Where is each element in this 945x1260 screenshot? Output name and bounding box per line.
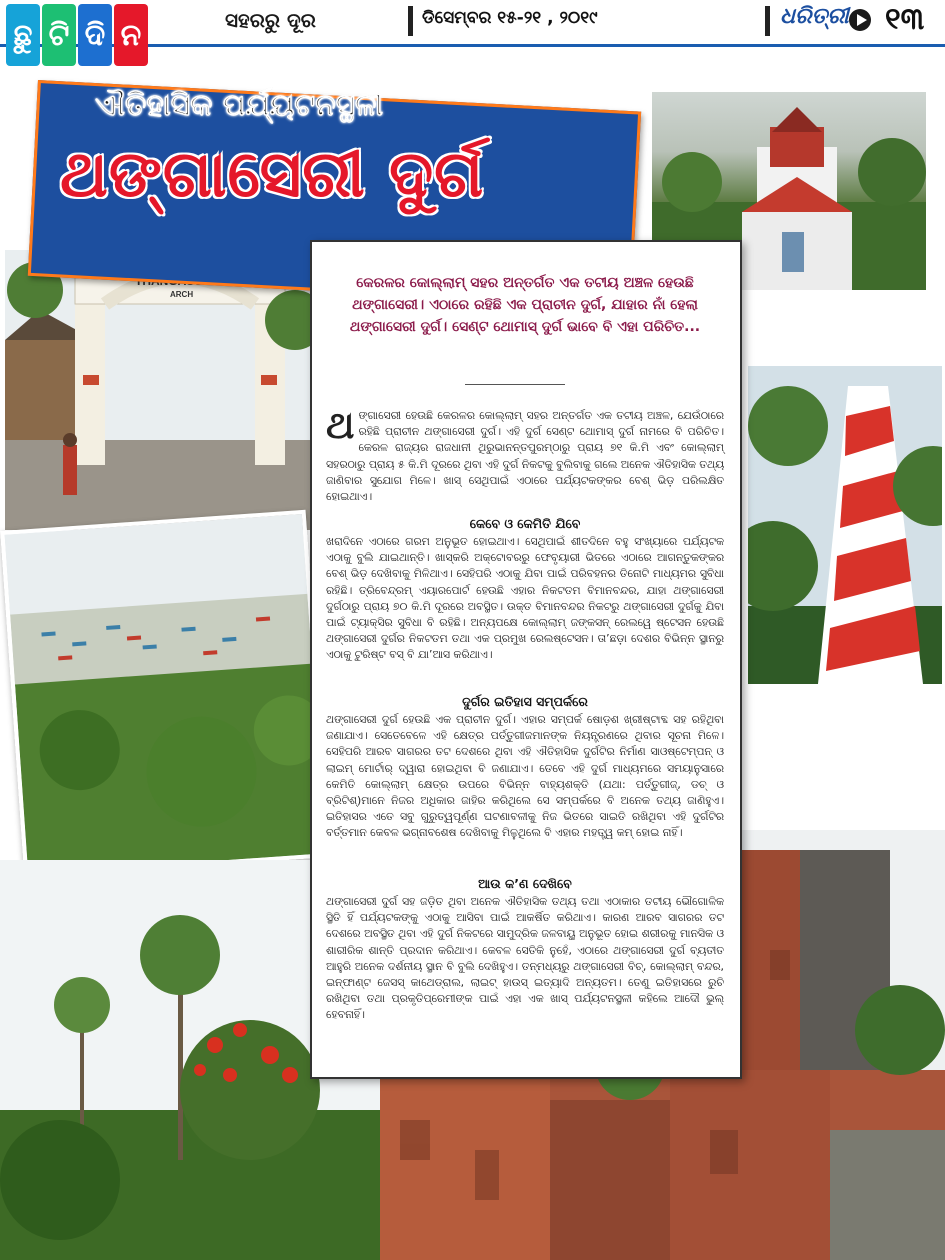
lighthouse-photo [748, 366, 942, 684]
subhead-history: ଦୁର୍ଗର ଇତିହାସ ସମ୍ପର୍କରେ [462, 694, 588, 709]
subhead-how-to-go: କେବେ ଓ କେମିତି ଯିବେ [469, 516, 581, 531]
paragraph-1-text: ଙ୍ଗାସେରୀ ହେଉଛି କେରଳର କୋଲ୍ଲାମ୍ ସହର ଅନ୍ତର୍ଗତ ଏକ ତଟୀୟ ଅଞ୍ଚଳ, ଯେଉଁଠାରେ ରହିଛି ପ୍ରାଚୀନ ଥଙ୍ଗାସେରୀ ଦୁର୍ଗ। ଏହି ଦୁର୍ଗ ସେଣ୍ଟ ଥୋମାସ୍ ଦୁର୍ଗ ନାମରେ ବି ପରିଚିତ। କେରଳ ରାଜ୍ୟର ରାଜଧାନୀ ଥିରୁଭାନନ୍ତପୁରମ୍‌ଠାରୁ ପ୍ରାୟ ୭୧ କି.ମି ଏବଂ କୋଲ୍ଲାମ୍ ସହରଠାରୁ ପ୍ରାୟ ୫ କି.ମି ଦୂରରେ ଥିବା ଏହି ଦୁର୍ଗ ନିକଟକୁ ବୁଲିବାକୁ ଗଲେ ଅନେକ ଐତିହାସିକ ତଥ୍ୟ ଜାଣିବାର ସୁଯୋଗ ମିଳେ। ଖାସ୍ ସେଥିପାଇଁ ଏଠାରେ ପର୍ଯ୍ୟଟକଙ୍କର ବେଶ୍ ଭିଡ଼ ପରିଲକ୍ଷିତ ହୋଇଥାଏ। [326, 409, 724, 504]
header-divider [765, 6, 770, 36]
page-number: ୧୩ [885, 2, 925, 37]
logo-letter-1: ଛୁ [6, 4, 40, 66]
banner-subtitle: ଐତିହାସିକ ପର୍ଯ୍ୟଟନସ୍ଥଳୀ [95, 88, 384, 123]
issue-date: ଡିସେମ୍ବର ୧୫-୨୧ , ୨୦୧୯ [422, 8, 598, 28]
section-name: ସହରରୁ ଦୂର [225, 8, 316, 32]
brand-name: ଧରିତ୍ରୀ [780, 4, 849, 29]
harbor-illustration [5, 514, 326, 874]
lighthouse-illustration [748, 366, 942, 684]
arch-photo [5, 250, 310, 530]
subhead-what-to-see: ଆଉ କ’ଣ ଦେଖିବେ [478, 876, 572, 891]
page-title: ଥଙ୍ଗାସେରୀ ଦୁର୍ଗ [60, 138, 485, 212]
intro-divider [465, 384, 565, 385]
logo-letter-3: ଦି [78, 4, 112, 66]
article-paragraph-3: ଥଙ୍ଗାସେରୀ ଦୁର୍ଗ ହେଉଛି ଏକ ପ୍ରାଚୀନ ଦୁର୍ଗ। ଏହାର ସମ୍ପର୍କ ଷୋଡ଼ଶ ଖ୍ରୀଷ୍ଟାବ୍ଦ ସହ ରହିଥିବା ଜଣାଯାଏ। ସେତେବେଳେ ଏହି କ୍ଷେତ୍ର ପର୍ତ୍ତୁଗୀଜମାନଙ୍କ ନିୟନ୍ତ୍ରଣରେ ଥିବାର ସୂଚନା ମିଳେ। ସେହିପରି ଆରବ ସାଗରର ତଟ ଦେଶରେ ଥିବା ଏହି ଐତିହାସିକ ଦୁର୍ଗଟିର ନିର୍ମାଣ ସାଓଷ୍ଟେମ୍ପନ୍ ଓ ଲାଇମ୍ ମୋର୍ଟାର୍ ଦ୍ୱାରା ହୋଇଥିବା ବି ଜଣାଯାଏ। ତେବେ ଏହି ଦୁର୍ଗ ମାଧ୍ୟମରେ ସମୟାନୁସାରେ କେମିତି କୋଲ୍ଲାମ୍ କ୍ଷେତ୍ର ଉପରେ ବିଭିନ୍ନ ବାହ୍ୟଶକ୍ତି (ଯଥା: ପର୍ତ୍ତୁଗୀଜ୍, ଡଚ୍ ଓ ବ୍ରିଟିଶ୍)ମାନେ ନିଜର ଅଧିକାର ଜାହିର କରିଥିଲେ ସେ ସମ୍ପର୍କରେ ବି ଅନେକ ତଥ୍ୟ ଜାଣିହୁଏ। ଇତିହାସର ଏତେ ସବୁ ଗୁରୁତ୍ୱପୂର୍ଣ୍ଣ ଘଟଣାବଳୀକୁ ନିଜ ଭିତରେ ସାଇତି ରଖିଥିବା ଏହି ଦୁର୍ଗଟିର ବର୍ତ୍ତମାନ କେବଳ ଭଗ୍ନାବଶେଷ ଦେଖିବାକୁ ମିଳୁଥିଲେ ବି ଏହାର ମହତ୍ତ୍ୱ କମ୍ ହୋଇ ନାହିଁ। [326, 713, 724, 840]
masthead-logo [6, 4, 148, 66]
logo-letter-2: ଟି [42, 4, 76, 66]
header-divider [408, 6, 413, 36]
arch-sign-subtext: ARCH [170, 290, 194, 299]
play-icon [849, 9, 871, 31]
drop-cap: ଥ [326, 403, 355, 447]
article-paragraph-1 [326, 403, 724, 505]
harbor-photo [0, 510, 330, 878]
article-paragraph-2: ଖରାଦିନେ ଏଠାରେ ଗରମ ଅନୁଭୂତ ହୋଇଥାଏ। ସେଥିପାଇଁ ଶୀତଦିନେ ବହୁ ସଂଖ୍ୟାରେ ପର୍ଯ୍ୟଟକ ଏଠାକୁ ବୁଲି ଯାଇଥାନ୍ତି। ଖାସ୍‌କରି ଅକ୍ଟୋବରରୁ ଫେବୃୟାରୀ ଭିତରେ ଏଠାରେ ଆଗନ୍ତୁକଙ୍କର ବେଶ୍ ଭିଡ଼ ଦେଖିବାକୁ ମିଳିଥାଏ। ସେହିପରି ଏଠାକୁ ଯିବା ପାଇଁ ପରିବହନର ତିନୋଟି ମାଧ୍ୟମର ସୁବିଧା ରହିଛି। ତ୍ରିବେନ୍ଦ୍ରମ୍ ଏୟାରପୋର୍ଟ ହେଉଛି ଏହାର ନିକଟତମ ବିମାନବନ୍ଦର, ଯାହା ଥଙ୍ଗାସେରୀ ଦୁର୍ଗଠାରୁ ପ୍ରାୟ ୭୦ କି.ମି ଦୂରରେ ଅବସ୍ଥିତ। ଉକ୍ତ ବିମାନବନ୍ଦର ନିକଟରୁ ଥଙ୍ଗାସେରୀ ଦୁର୍ଗକୁ ଯିବା ପାଇଁ ଟ୍ୟାକ୍ସିର ସୁବିଧା ବି ରହିଛି। ଅନ୍ୟପକ୍ଷେ କୋଲ୍ଲାମ୍ ଜଙ୍କସନ୍ ରେଲୱେ ଷ୍ଟେସନ ହେଉଛି ଥଙ୍ଗାସେରୀ ଦୁର୍ଗର ନିକଟତମ ତଥା ଏକ ପ୍ରମୁଖ ରେଲଷ୍ଟେସନ। ତା’ଛଡ଼ା ଦେଶର ବିଭିନ୍ନ ସ୍ଥାନରୁ ଏଠାକୁ ଟୁରିଷ୍ଟ ବସ୍ ବି ଯା’ଆସ କରିଥାଏ। [326, 535, 724, 662]
logo-letter-4: ନ [114, 4, 148, 66]
arch-illustration [5, 250, 310, 530]
article-paragraph-4: ଥଙ୍ଗାସେରୀ ଦୁର୍ଗ ସହ ଜଡ଼ିତ ଥିବା ଅନେକ ଐତିହାସିକ ତଥ୍ୟ ତଥା ଏଠାକାର ତଟୀୟ ଭୌଗୋଳିକ ସ୍ଥିତି ହିଁ ପର୍ଯ୍ୟଟକଙ୍କୁ ଏଠାକୁ ଆସିବା ପାଇଁ ଆକର୍ଷିତ କରିଥାଏ। କାରଣ ଆରବ ସାଗରର ତଟ ଦେଶରେ ଅବସ୍ଥିତ ଥିବା ଏହି ଦୁର୍ଗ ନିକଟରେ ସାମୁଦ୍ରିକ ଜଳବାୟୁ ଅନୁଭୂତ ହୋଇ ଶରୀରକୁ ମାନସିକ ଓ ଶାରୀରିକ ଶାନ୍ତି ପ୍ରଦାନ କରିଥାଏ। କେବଳ ସେତିକି ନୁହେଁ, ଏଠାରେ ଥଙ୍ଗାସେରୀ ଦୁର୍ଗ ବ୍ୟତୀତ ଆହୁରି ଅନେକ ଦର୍ଶନୀୟ ସ୍ଥାନ ବି ବୁଲି ଦେଖିହୁଏ। ତନ୍ମଧ୍ୟରୁ ଥଙ୍ଗାସେରୀ ବିଚ୍, କୋଲ୍ଲାମ୍ ବନ୍ଦର, ଇନ୍‌ଫାଣ୍ଟ ଜେସସ୍ କାଥେଡ୍ରାଲ, ଲାଇଟ୍ ହାଉସ୍ ଇତ୍ୟାଦି ଅନ୍ୟତମ। ତେଣୁ ଇତିହାସରେ ରୁଚି ରଖିଥିବା ତଥା ପ୍ରକୃତିପ୍ରେମୀଙ୍କ ପାଇଁ ଏହା ଏକ ଖାସ୍ ପର୍ଯ୍ୟଟନସ୍ଥଳୀ କହିଲେ ଆଦୌ ଭୁଲ୍ ହେବନାହିଁ। [326, 895, 724, 1022]
article-intro: କେରଳର କୋଲ୍ଲାମ୍ ସହର ଅନ୍ତର୍ଗତ ଏକ ତଟୀୟ ଅଞ୍ଚଳ ହେଉଛି ଥଙ୍ଗାସେରୀ। ଏଠାରେ ରହିଛି ଏକ ପ୍ରାଚୀନ ଦୁର୍ଗ, ଯାହାର ନାଁ ହେଲା ଥଙ୍ଗାସେରୀ ଦୁର୍ଗ। ସେଣ୍ଟ ଥୋମାସ୍ ଦୁର୍ଗ ଭାବେ ବି ଏହା ପରିଚିତ... [349, 275, 701, 335]
